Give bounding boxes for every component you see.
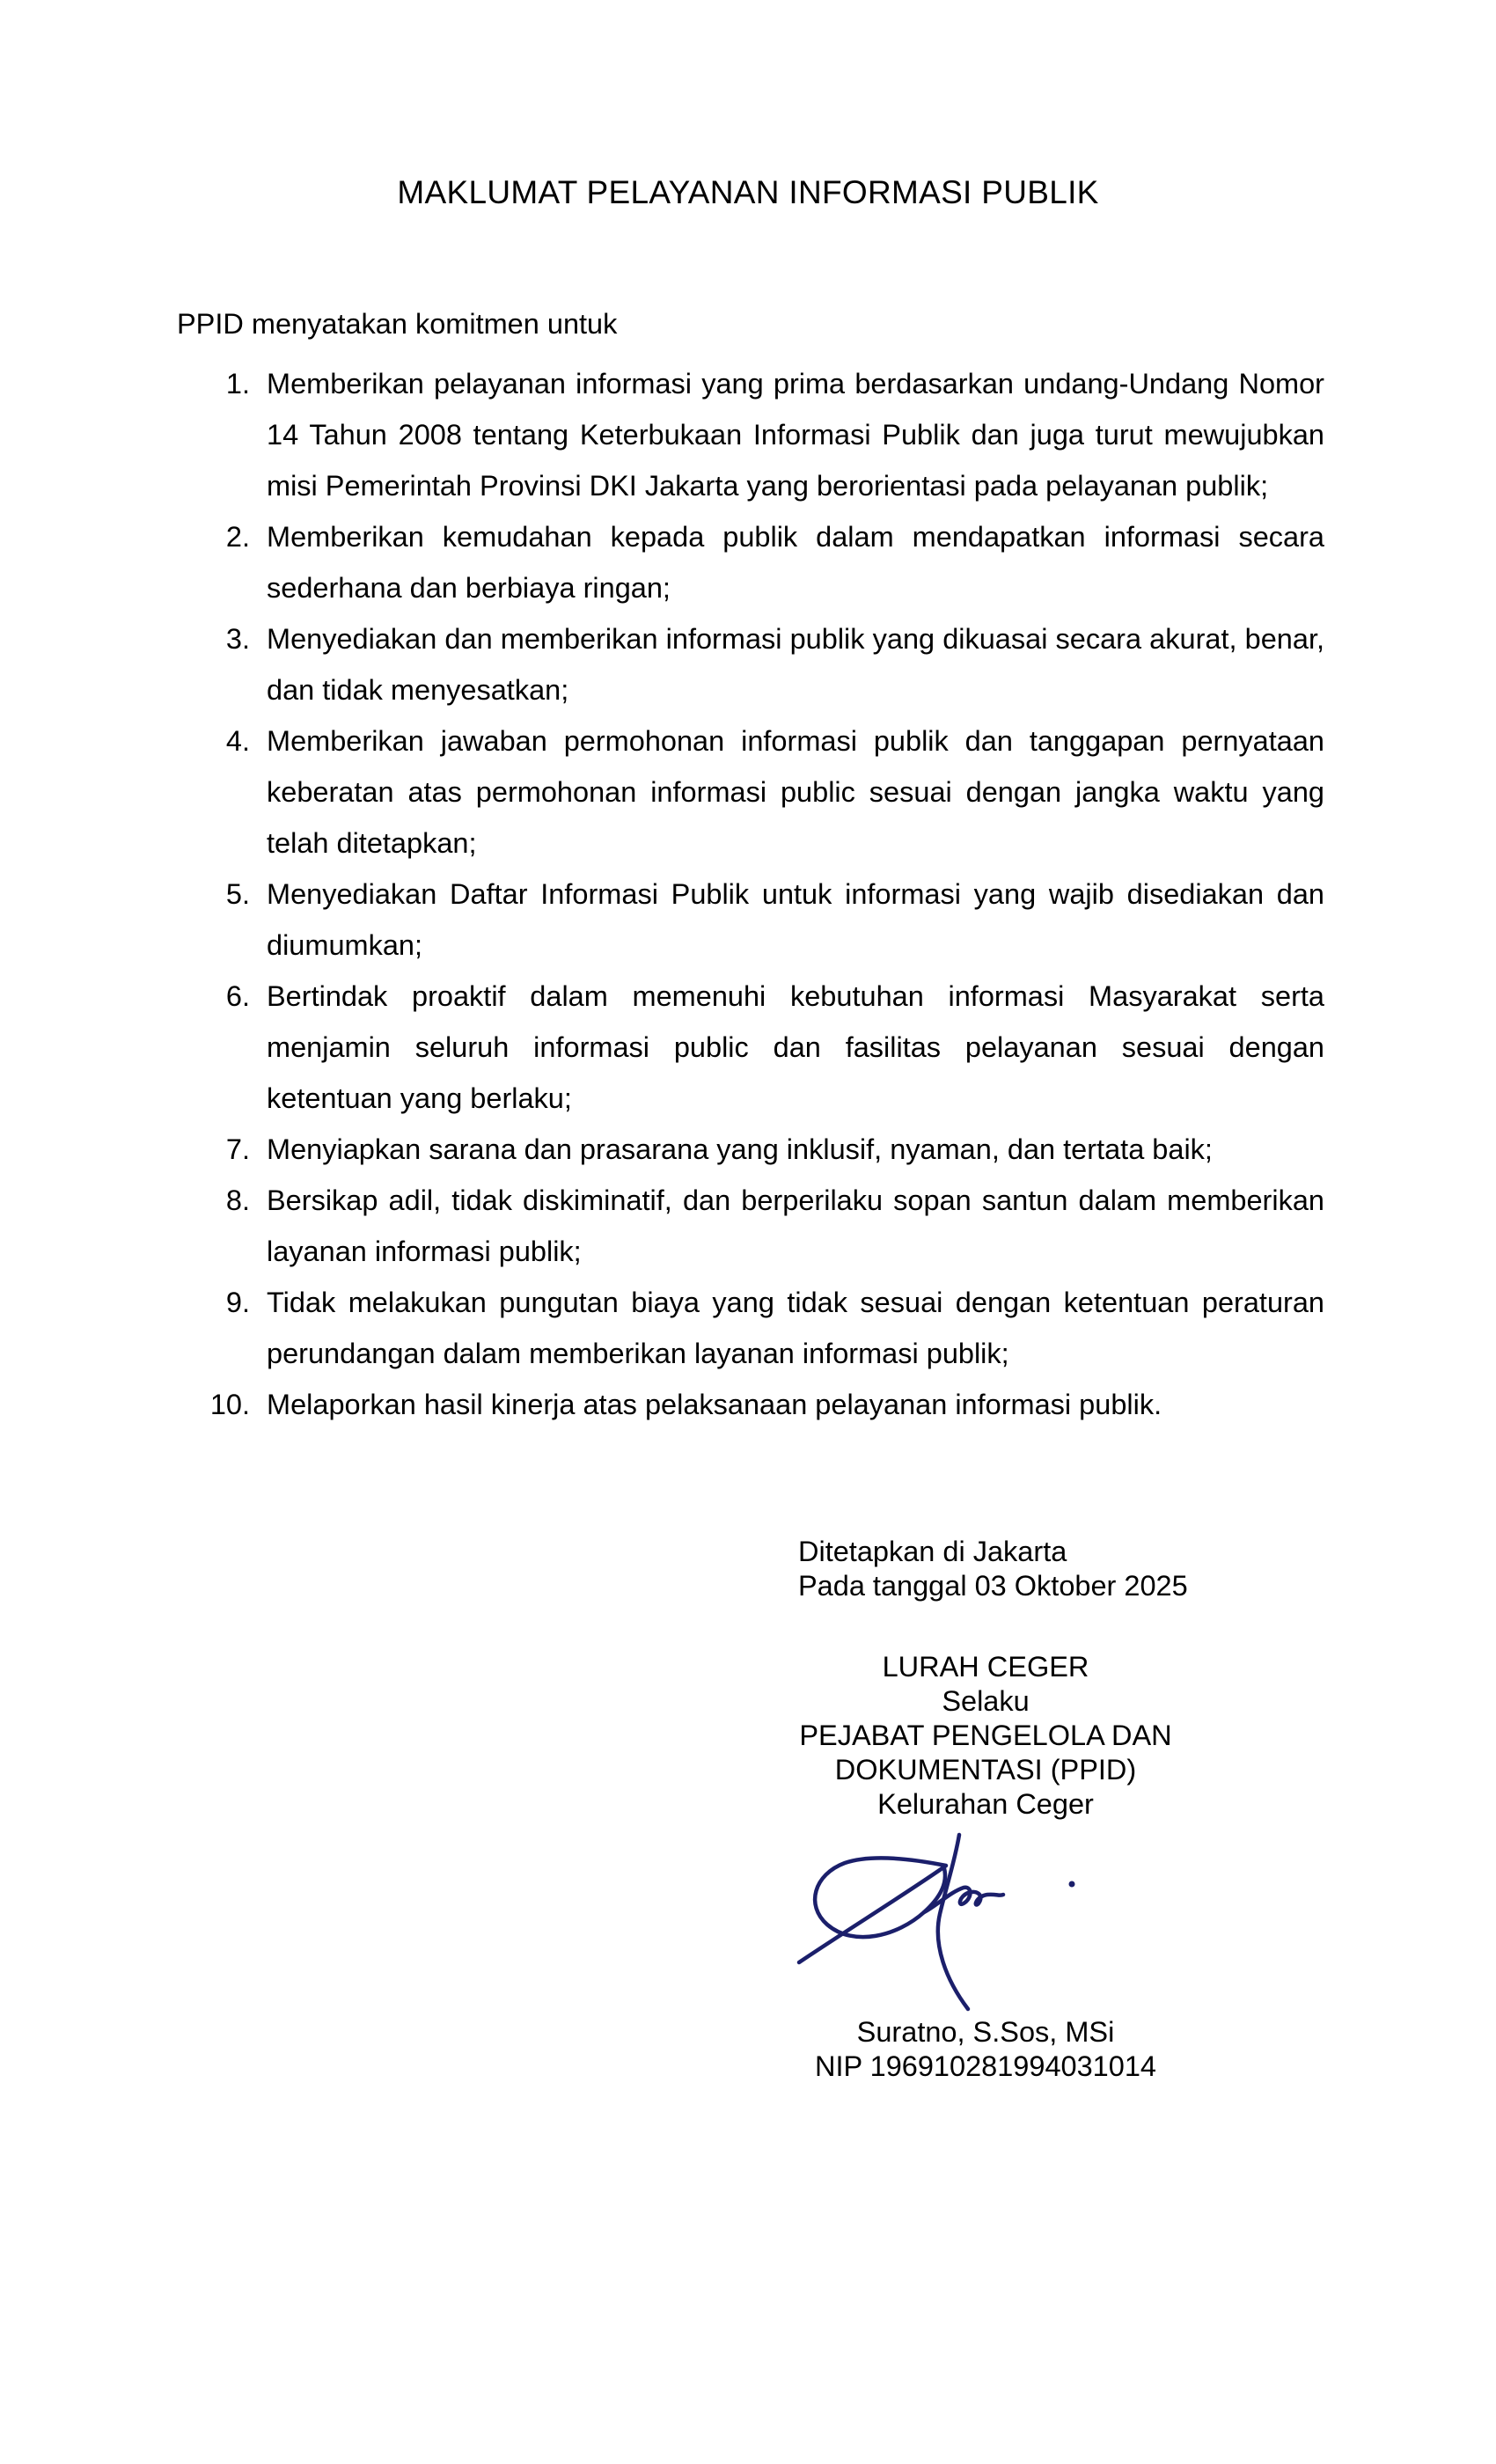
- item-number: 9.: [225, 1287, 250, 1318]
- signer-name: Suratno, S.Sos, MSi: [856, 2016, 1115, 2048]
- official-line: PEJABAT PENGELOLA DAN: [799, 1720, 1172, 1751]
- item-text: Menyediakan dan memberikan informasi publik yang dikuasai secara akurat, benar, dan tidak menyesatkan;: [267, 623, 1324, 706]
- item-text: Menyiapkan sarana dan prasarana yang inklusif, nyaman, dan tertata baik;: [267, 1133, 1213, 1165]
- item-text: Memberikan jawaban permohonan informasi publik dan tanggapan pernyataan keberatan atas permohonan informasi public sesuai dengan jangka waktu yang telah ditetapkan;: [267, 725, 1324, 859]
- item-number: 4.: [225, 725, 250, 757]
- item-number: 6.: [225, 980, 250, 1012]
- official-line: DOKUMENTASI (PPID): [834, 1754, 1137, 1786]
- commitment-list: [177, 358, 1324, 1430]
- item-text: Tidak melakukan pungutan biaya yang tidak sesuai dengan ketentuan peraturan perundangan dalam memberikan layanan informasi publik;: [267, 1287, 1324, 1369]
- item-text: Bersikap adil, tidak diskiminatif, dan berperilaku sopan santun dalam memberikan layanan informasi publik;: [267, 1184, 1324, 1267]
- official-line: Kelurahan Ceger: [877, 1788, 1094, 1820]
- list-item: [177, 1175, 1324, 1277]
- item-text: Memberikan pelayanan informasi yang prima berdasarkan undang-Undang Nomor 14 Tahun 2008 tentang Keterbukaan Informasi Publik dan juga turut mewujubkan misi Pemerintah Provinsi DKI Jakarta yang berorientasi pada pelayanan publik;: [267, 368, 1324, 502]
- list-item: [177, 358, 1324, 511]
- issue-date: Pada tanggal 03 Oktober 2025: [798, 1570, 1188, 1602]
- item-number: 8.: [225, 1184, 250, 1216]
- issue-place-date: [798, 1535, 1188, 1603]
- issue-place: Ditetapkan di Jakarta: [798, 1536, 1067, 1567]
- item-number: 7.: [225, 1133, 250, 1165]
- item-number: 2.: [225, 521, 250, 553]
- list-item: [177, 613, 1324, 715]
- list-item: [177, 511, 1324, 613]
- intro-text: PPID menyatakan komitmen untuk: [177, 308, 618, 340]
- item-text: Melaporkan hasil kinerja atas pelaksanaan pelayanan informasi publik.: [267, 1389, 1162, 1420]
- list-item: [177, 971, 1324, 1124]
- document-title: MAKLUMAT PELAYANAN INFORMASI PUBLIK: [397, 174, 1099, 210]
- handwritten-signature: [792, 1826, 1082, 2015]
- item-text: Menyediakan Daftar Informasi Publik untuk informasi yang wajib disediakan dan diumumkan;: [267, 878, 1324, 961]
- official-line: Selaku: [942, 1685, 1030, 1717]
- signer-nip: NIP 196910281994031014: [815, 2050, 1156, 2082]
- list-item: [177, 1124, 1324, 1175]
- list-item: [177, 715, 1324, 869]
- item-number: 5.: [225, 878, 250, 910]
- list-item: [177, 869, 1324, 971]
- item-number: 3.: [225, 623, 250, 655]
- item-number: 10.: [209, 1389, 250, 1420]
- item-text: Memberikan kemudahan kepada publik dalam mendapatkan informasi secara sederhana dan berbiaya ringan;: [267, 521, 1324, 604]
- item-number: 1.: [225, 368, 250, 400]
- list-item: [177, 1277, 1324, 1379]
- official-title: [774, 1650, 1197, 1822]
- list-item: [177, 1379, 1324, 1430]
- official-line: LURAH CEGER: [882, 1651, 1089, 1683]
- signer-block: [774, 2015, 1197, 2084]
- item-text: Bertindak proaktif dalam memenuhi kebutuhan informasi Masyarakat serta menjamin seluruh informasi public dan fasilitas pelayanan sesuai dengan ketentuan yang berlaku;: [267, 980, 1324, 1114]
